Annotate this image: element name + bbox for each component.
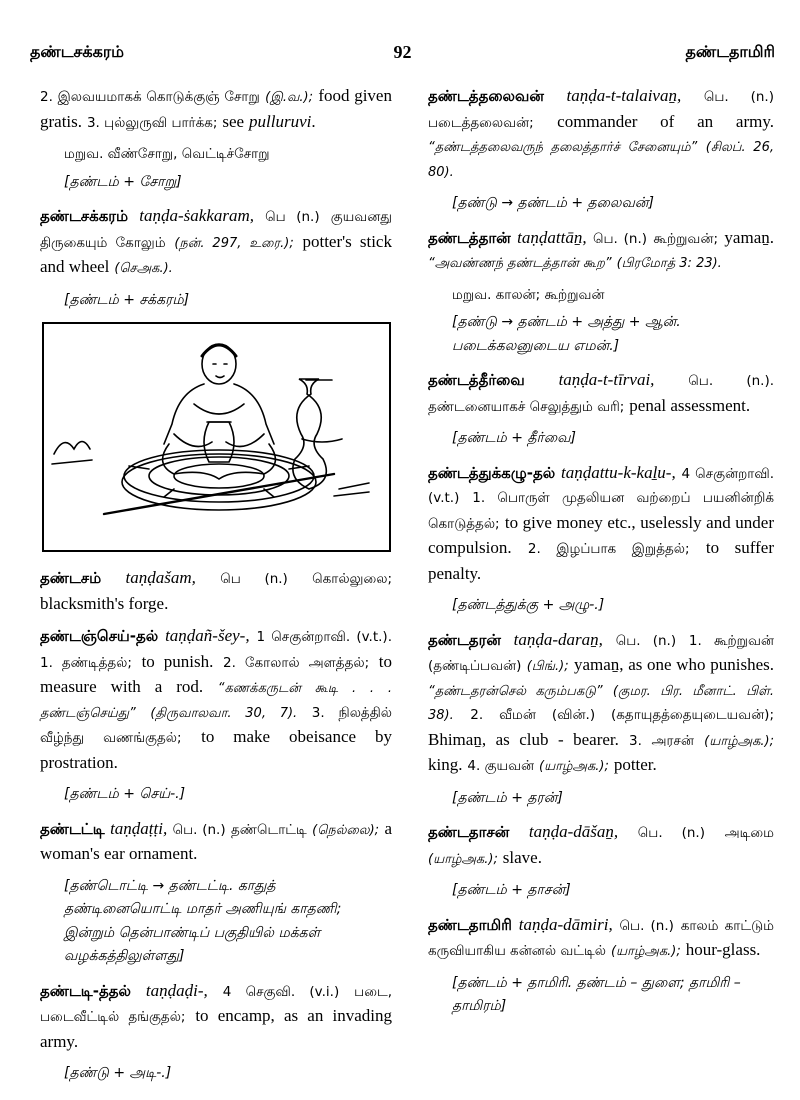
transliteration: taṇḍašam, [125, 568, 196, 587]
right-column [428, 84, 774, 1029]
punctuation: . [311, 111, 316, 131]
headword: தண்டசம் [40, 569, 102, 587]
dictionary-entry [428, 84, 774, 216]
running-head-left: தண்டசக்கரம் [30, 42, 124, 61]
entry-definition [428, 84, 774, 184]
tamil-sense: குயவனது திருகையும் கோலும் [40, 209, 392, 251]
tamil-sense: கூற்றுவன்; [653, 230, 718, 247]
etymology: [தண்டொட்டி → தண்டட்டி. காதுத் தண்டினையொட்டி மாதர் அணியுங் காதணி; இன்றும் தென்பாண்டிப் பகுதியில் மக்கள் வழக்கத்திலுள்ளது] [64, 877, 342, 964]
headword: தண்டதரன் [428, 630, 501, 649]
tamil-sense: காலம் காட்டும் கருவியாகிய கன்னல் வட்டில் [428, 917, 774, 959]
headword: தண்டத்தீர்வை [428, 371, 525, 389]
etymology: [தண்டத்துக்கு + அழு-.] [452, 597, 605, 613]
headword: தண்டத்துக்கழு-தல் [428, 463, 556, 482]
citation: (நன். 297, உரை.); [174, 235, 294, 251]
page-number: 92 [393, 42, 412, 62]
english-sense: potter's stick and wheel [40, 231, 392, 276]
tamil-sense: 3. நிலத்தில் வீழ்ந்து வணங்குதல்; [40, 704, 392, 746]
quotation: “கணக்கருடன் கூடி . . . தண்டஞ்செய்து” [40, 681, 392, 721]
entry-definition [40, 566, 392, 616]
part-of-speech: பெ. (n.) [172, 821, 226, 838]
potter-illustration [42, 322, 391, 552]
etymology: [தண்டம் + சக்கரம்] [64, 291, 190, 308]
dictionary-entry [40, 979, 392, 1086]
english-sense: yamaṉ, as one who punishes. [573, 655, 774, 674]
citation: (திருவாலவா. 30, 7). [150, 705, 298, 721]
transliteration: taṇḍañ-šey-, [165, 626, 250, 645]
citation: (யாழ்அக.); [539, 759, 609, 774]
part-of-speech: பெ. (n.) [703, 89, 774, 105]
english-sense: hour-glass. [685, 940, 761, 959]
tamil-sense: தண்டொட்டி [231, 821, 307, 838]
entry-definition [40, 979, 392, 1055]
english-sense: to measure with a rod. [40, 651, 392, 696]
dictionary-entry [40, 817, 392, 969]
headword: தண்டசக்கரம் [40, 207, 129, 225]
english-sense: to punish. [141, 651, 214, 671]
part-of-speech: பெ. (n.) [637, 825, 705, 841]
english-sense: slave. [502, 847, 542, 867]
english-sense: commander of an army. [557, 111, 774, 131]
dictionary-entry [428, 226, 774, 359]
potter-wheel-drawing [44, 324, 389, 550]
transliteration: taṇḍa-daraṉ, [513, 629, 603, 649]
part-of-speech: 1 செகுன்றாவி. (v.t.). [256, 629, 392, 645]
etymology: [தண்டம் + தீர்வை] [452, 430, 576, 446]
etymology: [தண்டம் + தாசன்] [452, 882, 571, 898]
dictionary-entry [40, 566, 392, 616]
tamil-sense: கொல்லுலை; [312, 571, 392, 587]
citation: (யாழ்அக.); [704, 733, 774, 749]
english-sense: a woman's ear ornament. [40, 818, 392, 863]
citation: (யாழ்அக.); [428, 851, 498, 867]
dictionary-entry [428, 820, 774, 903]
headword: தண்டத்தலைவன் [428, 87, 544, 105]
dictionary-entry [428, 368, 774, 451]
tamil-sense: 1. கூற்றுவன் (தண்டிப்பவன்) [428, 632, 774, 674]
transliteration: taṇḍattu-k-kaḻu-, [560, 462, 676, 482]
dictionary-entry [428, 628, 774, 811]
english-sense: to encamp, as an invading army. [40, 1006, 392, 1051]
transliteration: taṇḍa-dāmiri, [518, 914, 613, 934]
english-sense: yamaṉ. [724, 227, 774, 247]
etymology: [தண்டு + அடி-.] [64, 1065, 172, 1081]
entry-definition [40, 817, 392, 867]
part-of-speech: பெ. (n.). [688, 373, 774, 389]
citation: (சிலப். 26, 80). [428, 140, 774, 180]
quotation: “அவண்ணந் தண்டத்தான் கூற” [428, 256, 612, 271]
transliteration: taṇḍaḍi-, [145, 980, 208, 1000]
entry-definition [428, 628, 774, 779]
tamil-sense: 2. இழப்பாக இறுத்தல்; [527, 541, 690, 557]
english-sense: to suffer penalty. [428, 538, 774, 583]
part-of-speech: 4 செகுவி. (v.i.) [222, 983, 340, 1000]
headword: தண்டதாமிரி [428, 915, 512, 934]
english-sense: Bhimaṉ, as club - bearer. [428, 729, 619, 749]
citation: (குமர. பிர. மீனாட். பிள். 38). [428, 683, 774, 723]
etymology: [தண்டம் + செய்-.] [64, 786, 186, 802]
tamil-sense: படைத்தலைவன்; [428, 114, 534, 131]
headword: தண்டடி-த்தல் [40, 981, 131, 1000]
part-of-speech: பெ. (n.) [619, 917, 674, 934]
english-sense: king. [428, 755, 463, 774]
entry-definition [428, 226, 774, 276]
tamil-sense: 2. இலவயமாகக் கொடுக்குஞ் சோறு [40, 89, 260, 105]
transliteration: taṇḍattāṉ, [517, 227, 587, 247]
entry-definition [428, 913, 774, 964]
etymology: [தண்டு → தண்டம் + தலைவன்] [452, 195, 654, 211]
quotation: “தண்டத்தலைவருந் தலைத்தார்ச் சேனையும்” [428, 140, 698, 155]
transliteration: taṇḍaṭṭi, [110, 818, 168, 838]
dictionary-entry [40, 84, 392, 194]
quotation: “தண்டதரன்செல் கரும்பகடு” [428, 683, 603, 699]
part-of-speech: 4 செகுன்றாவி. (v.t.) [428, 465, 774, 506]
entry-definition [428, 368, 774, 419]
tamil-sense: 4. குயவன் [467, 758, 535, 774]
citation: (நெல்லை); [312, 822, 380, 838]
entry-definition [428, 820, 774, 871]
transliteration: pulluruvi [249, 111, 312, 131]
etymology: [தண்டம் + தாமிரி. தண்டம் – துளை; தாமிரி – தாமிரம்] [452, 974, 741, 1014]
citation: (பிங்.); [526, 659, 569, 674]
page-header [30, 42, 775, 70]
running-head-right: தண்டதாமிரி [685, 42, 775, 61]
transliteration: taṇḍa-ṡakkaram, [139, 206, 255, 225]
tamil-sense: 1. பொருள் முதலியன வற்றைப் பயனின்றிக் கொடுத்தல்; [428, 490, 774, 532]
part-of-speech: பெ. (n.) [615, 632, 677, 649]
tamil-sense: படை, படைவீட்டில் தங்குதல்; [40, 983, 393, 1025]
etymology: [தண்டு → தண்டம் + அத்து + ஆன். படைக்கலனுடைய எமன்.] [452, 314, 681, 354]
headword: தண்டட்டி [40, 819, 105, 838]
tamil-sense: 2. கோலால் அளத்தல்; [222, 654, 370, 671]
english-sense: see [222, 111, 245, 131]
etymology: [தண்டம் + தரன்] [452, 789, 563, 806]
dictionary-entry [428, 913, 774, 1019]
entry-definition [40, 624, 392, 775]
english-sense: to make obeisance by prostration. [40, 727, 392, 772]
transliteration: taṇḍa-dāšaṉ, [528, 822, 619, 841]
dictionary-entry [428, 461, 774, 618]
english-sense: to give money etc., uselessly and under compulsion. [428, 512, 774, 557]
english-sense: potter. [613, 755, 657, 774]
tamil-sense: தண்டனையாகச் செலுத்தும் வரி; [428, 398, 625, 415]
english-sense: penal assessment. [629, 395, 751, 415]
part-of-speech: பெ (n.) [265, 209, 320, 225]
tamil-sense: 2. வீமன் (வின்.) (கதாயுதத்தையுடையவன்); [470, 707, 774, 723]
headword: தண்டஞ்செய்-தல் [40, 627, 159, 645]
tamil-sense: 3. அரசன் [629, 732, 694, 749]
tamil-sense: 3. புல்லுருவி பார்க்க; [86, 114, 218, 131]
dictionary-entry [40, 204, 392, 312]
transliteration: taṇḍa-t-tīrvai, [558, 370, 655, 389]
citation: (செஅக.). [114, 261, 173, 276]
entry-definition [40, 84, 392, 135]
citation: (பிரமோத் 3: 23). [616, 256, 722, 271]
entry-definition [40, 204, 392, 281]
entry-definition [428, 461, 774, 587]
part-of-speech: பெ. (n.) [593, 230, 647, 247]
part-of-speech: பெ (n.) [220, 571, 288, 587]
etymology: [தண்டம் + சோறு] [64, 173, 182, 190]
citation: (இ.வ.); [265, 90, 313, 105]
english-sense: blacksmith's forge. [40, 593, 169, 613]
tamil-sense: அடிமை [724, 825, 774, 841]
synonyms: மறுவ. காலன்; கூற்றுவன் [452, 286, 605, 303]
tamil-sense: 1. தண்டித்தல்; [40, 654, 132, 671]
english-sense: food given gratis. [40, 86, 392, 131]
left-column [40, 84, 392, 1096]
citation: (யாழ்அக.); [610, 944, 681, 959]
headword: தண்டத்தான் [428, 228, 511, 247]
transliteration: taṇḍa-t-talaivaṉ, [566, 86, 682, 105]
headword: தண்டதாசன் [428, 823, 510, 841]
dictionary-entry [40, 624, 392, 807]
synonyms: மறுவ. வீண்சோறு, வெட்டிச்சோறு [64, 146, 270, 162]
